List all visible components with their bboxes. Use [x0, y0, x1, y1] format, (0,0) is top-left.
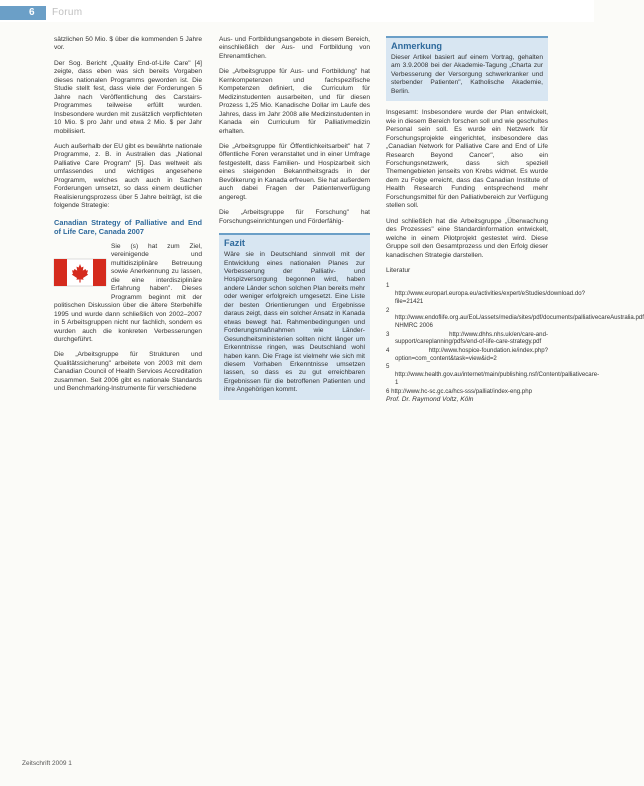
paragraph: Und schließlich hat die Arbeitsgruppe „Überwachung des Prozesses" eine Standardinformation entwickelt, welche in einem Pilotprojekt gestestet wird. Diese Gruppe soll den Gesamtprozess und den Erfolg dieser kanadischen Strategie darstellen. — [386, 217, 548, 259]
fazit-text: Wäre sie in Deutschland sinnvoll mit der Entwicklung eines nationalen Planes zur Verbesserung der Palliativ- und Hospizversorgung begonnen wird, haben andere Länder schon solchen Plan bereits mehr oder weniger erfolgreich umgesetzt. Eine Liste der besten Orientierungen und Ergebnisse daraus zeigt, dass ein solcher Ansatz in Kanada etwas bewegt hat. Rahmenbedingungen und Forderungsmaßnahmen wie Länder-Gesundheitsministerien sollten nicht länger um Erkenntnisse ringen, was Deutschland wohl haben kann. Die Frage ist vielmehr wie sich mit diesem Vorhaben Erkenntnisse umsetzen lassen, so dass es zu gut erreichbaren Ergebnissen für die betroffenen Patienten und ihre Angehörigen kommt. — [224, 251, 365, 394]
paragraph: Sie (s) hat zum Ziel, vereinigende und multidisziplinäre Betreuung sowie Anerkennung zu lassen, die eine interdisziplinäre Erfahrung haben". Dieses Programm beginnt mit der politischen Diskussion über die ältere Sterbehilfe 1995 und wurde dann schließlich von 2002–2007 in 5 Arbeitsgruppen nicht nur fachlich, sondern es wurden auch die konkreten Verbesserungen durchgeführt. — [54, 243, 202, 343]
anmerkung-text: Dieser Artikel basiert auf einem Vortrag, gehalten am 3.9.2008 bei der Akademie-Tagung „Charta zur Verbesserung der Versorgung schwerkranker und sterbender Patienten", Katholische Akademie, Berlin. — [391, 54, 543, 95]
literature-heading: Literatur — [386, 266, 411, 274]
page-footer: Zeitschrift 2009 1 — [22, 760, 72, 767]
reference-item: 2 http://www.endoflife.org.au/EoL/assets/media/sites/pdf/documents/palliativecareAustralia.pdf NHMRC 2006 — [386, 306, 644, 329]
paragraph: Die „Arbeitsgruppe für Aus- und Fortbildung" hat Kernkompetenzen und fachspezifische Kompetenzen definiert, die Curriculum für Medizinstudenten ausarbeiten, und für diesen Prozess 1,25 Mio. Kanadische Dollar im Laufe des Jahres, dass im Jahr 2008 alle Medizinstudenten in Kanada ein Curriculum für Palliativmedizin erhalten. — [219, 68, 370, 135]
paragraph: Die „Arbeitsgruppe für Strukturen und Qualitätssicherung" arbeitete von 2003 mit dem Canadian Council of Health Services Accreditation zusammen. Seit 2006 gibt es nationale Standards und Benchmarking-Instrumente für verschiedene — [54, 351, 202, 393]
section-title: Forum — [52, 7, 83, 18]
anmerkung-box — [386, 36, 548, 101]
column-3 — [386, 36, 644, 412]
paragraph: Der Sog. Bericht „Quality End-of-Life Care" [4] zeigte, dass eben was sich bereits Vorgaben dieses nationalen Programms geworden ist. Die Studie stellt fest, dass viele der Forderungen 5 Jahre nach Veröffentlichung des Carstairs-Programmes teilweise erfüllt wurden. Insbesondere wurden mit zusätzlich verpflichteten 10 Mio. $ pro Jahr und etwa 2 Mio. $ per Jahr mobilisiert. — [54, 59, 202, 135]
paragraph: Aus- und Fortbildungsangebote in diesem Bereich, einschließlich der Aus- und Fortbildung von Ehrenamtlichen. — [219, 36, 370, 60]
reference-item: 3 http://www.dhhs.nhs.uk/en/care-and-support/careplanning/pdfs/end-of-life-care-strategy.pdf — [386, 330, 548, 346]
reference-item: 6 http://www.hc-sc.gc.ca/hcs-sss/palliat/index-eng.php — [386, 387, 532, 395]
page-header — [0, 0, 594, 22]
fazit-box — [219, 233, 370, 400]
canada-strategy-heading: Canadian Strategy of Palliative and End of Life Care, Canada 2007 — [54, 217, 202, 236]
canada-flag-image — [54, 246, 106, 298]
author-signature: Prof. Dr. Raymond Voltz, Köln — [386, 396, 474, 404]
fazit-title: Fazit — [224, 238, 245, 249]
reference-item: 1 http://www.europarl.europa.eu/activities/expert/eStudies/download.do?file=21421 — [386, 282, 586, 305]
anmerkung-title: Anmerkung — [391, 41, 443, 51]
reference-item: 4 http://www.hospice-foundation.ie/index.php?option=com_content&task=view&id=2 — [386, 347, 548, 362]
paragraph: sätzlichen 50 Mio. $ über die kommenden 5 Jahre vor. — [54, 36, 202, 52]
paragraph: Insgesamt: Insbesondere wurde der Plan entwickelt, wie in diesem Bereich forschen soll und wie geschultes Personal sein soll. Es wurde ein Netzwerk für Forschungsprojekte eingerichtet, insbesondere das „Canadian Network for Palliative Care and End of Life Research Beyond Cancer", also ein Forschungsnetzwerk, dass sich speziell Themengebieten jenseits von Krebs widmet. Es wurde dem zu Folge erreicht, dass das Canadian Institute of Health Research Funding entsprechend mehr Forschungsmittel für den Palliativbereich zur Verfügung stellen soll. — [386, 109, 548, 210]
page-number-bar — [0, 6, 46, 20]
paragraph: Auch außerhalb der EU gibt es bewährte nationale Programme, z. B. in Australien das „National Palliative Care Program" [5]. Das weltweit als umfassendes und wichtiges angesehene Programm, welches auch auch in Sachen Forderungen umsetzt, so dass einem deutlicher Realisierungsprozess über 5 Jahre beiträgt, ist die folgende Strategie: — [54, 142, 202, 210]
page-number: 6 — [29, 7, 35, 18]
paragraph: Die „Arbeitsgruppe für Forschung" hat Forschungseinrichtungen und Förderfähig- — [219, 209, 370, 225]
reference-list — [386, 282, 644, 395]
reference-item: 5 http://www.health.gov.au/internet/main/publishing.nsf/Content/palliativecare-1 — [386, 363, 600, 386]
column-1 — [54, 36, 202, 401]
column-2 — [219, 36, 370, 408]
paragraph: Die „Arbeitsgruppe für Öffentlichkeitsarbeit" hat 7 öffentliche Foren veranstaltet und in einer Umfrage festgestellt, dass Familien- und Hospizarbeit sich eines steigenden Bekanntheitsgrads in der Bevölkerung in Kanada erfreuen. Sie hat außerdem auch dabei Fragen der Patientenverfügung angeregt. — [219, 142, 370, 201]
